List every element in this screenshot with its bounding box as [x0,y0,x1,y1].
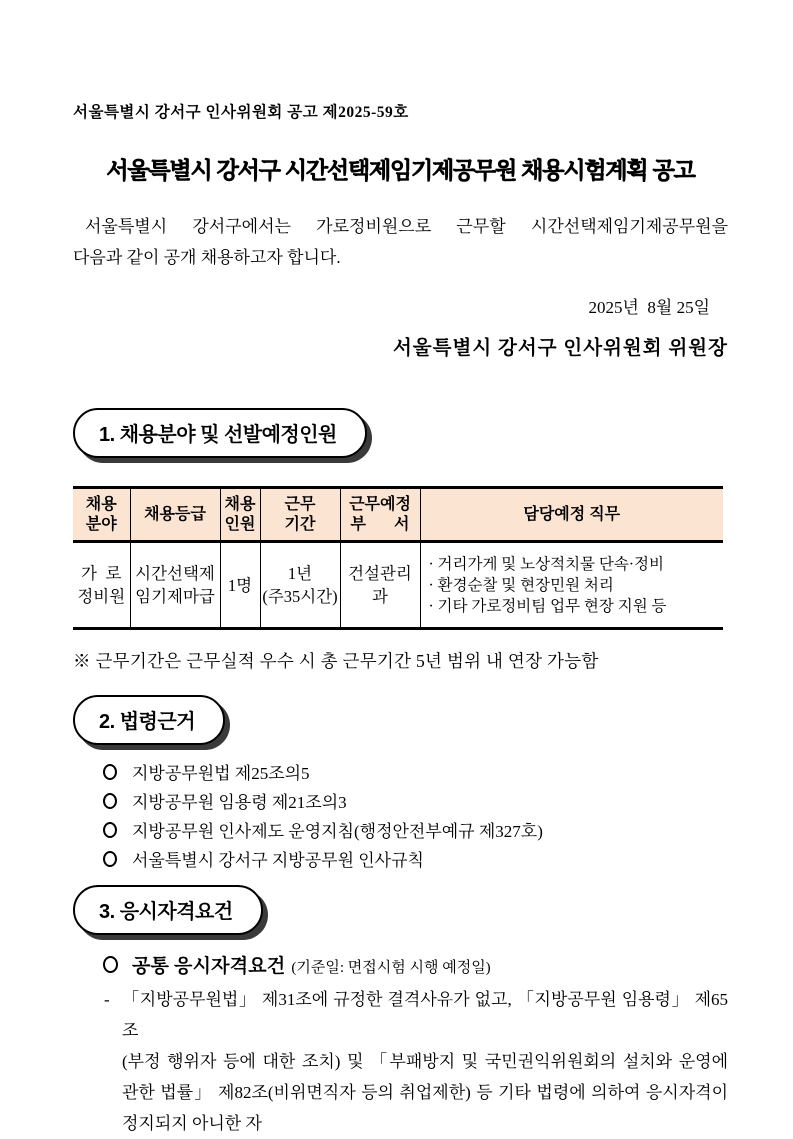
col-header-dept: 근무예정 부 서 [340,488,420,542]
col-header-duty: 담당예정 직무 [420,488,723,542]
requirement-paragraph [73,984,728,1139]
requirement-line: 정지되지 아니한 자 [122,1114,262,1133]
col-header-period: 근무 기간 [260,488,340,542]
duty-item: · 기타 가로정비팀 업무 현장 지원 등 [428,597,667,615]
law-list [73,759,728,875]
list-item: 지방공무원 인사제도 운영지침(행정안전부예규 제327호) [103,817,728,846]
common-requirement-line [73,951,728,978]
list-item: 지방공무원법 제25조의5 [103,759,728,788]
cell-field: 가 로 정비원 [73,542,130,629]
section-1 [73,408,728,458]
recruitment-table [73,486,723,630]
section-3-heading: 3. 응시자격요건 [73,885,263,935]
section-3 [73,885,728,935]
duty-item: · 거리가게 및 노상적치물 단속·정비 [428,555,664,573]
col-header-count: 채용 인원 [220,488,260,542]
signer: 서울특별시 강서구 인사위원회 위원장 [392,338,728,359]
common-requirement-title: 공통 응시자격요건 [132,956,286,977]
col-header-field: 채용 분야 [73,488,130,542]
cell-duties [420,542,723,629]
requirement-line: 「지방공무원법」 제31조에 규정한 결격사유가 없고, 「지방공무원 임용령」 제65조 [122,990,728,1040]
circle-bullet-icon [103,822,117,838]
intro-line: 다음과 같이 공개 채용하고자 합니다. [73,248,341,267]
table-row [73,542,723,629]
intro-line: 서울특별시 강서구에서는 가로정비원으로 근무할 시간선택제임기제공무원을 [85,217,728,236]
dash-bullet: - [104,990,110,1009]
list-item: 지방공무원 임용령 제21조의3 [103,788,728,817]
circle-bullet-icon [103,956,118,973]
circle-bullet-icon [103,851,117,867]
cell-count: 1명 [220,542,260,629]
cell-grade: 시간선택제 임기제마급 [130,542,220,629]
notice-number: 서울특별시 강서구 인사위원회 공고 제2025-59호 [73,104,409,121]
list-item: 서울특별시 강서구 지방공무원 인사규칙 [103,846,728,875]
table-header-row [73,488,723,542]
col-header-grade: 채용등급 [130,488,220,542]
common-requirement-suffix: (기준일: 면접시험 시행 예정일) [291,960,491,976]
cell-period: 1년 (주35시간) [260,542,340,629]
duty-item: · 환경순찰 및 현장민원 처리 [428,576,614,594]
requirement-line: 관한 법률」 제82조(비위면직자 등의 취업제한) 등 기타 법령에 의하여 응시자격이 [122,1083,728,1102]
circle-bullet-icon [103,793,117,809]
circle-bullet-icon [103,764,117,780]
section-2-heading: 2. 법령근거 [73,695,225,745]
announcement-date: 2025년 8월 25일 [588,298,710,317]
cell-dept: 건설관리과 [340,542,420,629]
table-note: ※ 근무기간은 근무실적 우수 시 총 근무기간 5년 범위 내 연장 가능함 [73,651,599,671]
intro-paragraph [73,211,728,273]
requirement-line: (부정 행위자 등에 대한 조치) 및 「부패방지 및 국민권익위원회의 설치와 운영에 [122,1052,728,1071]
section-1-heading: 1. 채용분야 및 선발예정인원 [73,408,367,458]
section-2 [73,695,728,745]
document-title: 서울특별시 강서구 시간선택제임기제공무원 채용시험계획 공고 [106,157,695,183]
